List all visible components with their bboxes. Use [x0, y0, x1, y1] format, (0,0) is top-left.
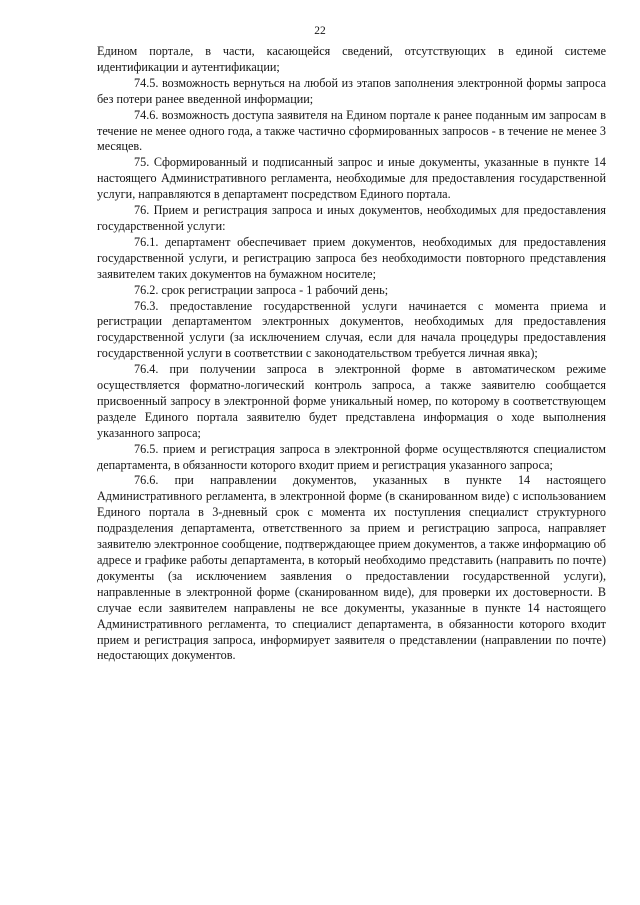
paragraph-74-6: 74.6. возможность доступа заявителя на Едином портале к ранее поданным им запросам в течение не менее одного года, а также частично сформированных запросов - в течение не менее 3 месяцев.	[97, 107, 606, 154]
paragraph-76-5: 76.5. прием и регистрация запроса в электронной форме осуществляются специалистом департамента, в обязанности которого входит прием и регистрация указанного запроса;	[97, 441, 606, 472]
paragraph-76-2: 76.2. срок регистрации запроса - 1 рабочий день;	[134, 282, 389, 297]
document-body	[97, 44, 606, 664]
paragraph-76-4: 76.4. при получении запроса в электронной форме в автоматическом режиме осуществляется форматно-логический контроль запроса, а также заявителю сообщается присвоенный запросу в электронной форме уникальный номер, по которому в соответствующем разделе Единого портала заявителю будет представлена информация о ходе выполнения указанного запроса;	[97, 362, 606, 440]
paragraph-74-5: 74.5. возможность вернуться на любой из этапов заполнения электронной формы запроса без потери ранее введенной информации;	[97, 75, 606, 106]
paragraph-75: 75. Сформированный и подписанный запрос и иные документы, указанные в пункте 14 настоящего Административного регламента, необходимые для предоставления государственной услуги, направляются в департамент посредством Единого портала.	[97, 155, 606, 202]
paragraph-76-6: 76.6. при направлении документов, указанных в пункте 14 настоящего Административного регламента, в электронной форме (в сканированном виде) с использованием Единого портала в 3-дневный срок с момента их поступления специалист структурного подразделения департамента, ответственного за прием и регистрацию запроса, направляет заявителю электронное сообщение, подтверждающее прием документов, а также информацию об адресе и графике работы департамента, в который необходимо представить (направить по почте) документы (за исключением заявления о предоставлении государственной услуги), направленные в электронной форме (сканированном виде), для проверки их достоверности. В случае если заявителем направлены не все документы, указанные в пункте 14 настоящего Административного регламента, то специалист департамента, в обязанности которого входит прием и регистрация запроса, информирует заявителя о представлении (направлении по почте) недостающих документов.	[97, 473, 606, 663]
paragraph-76-3: 76.3. предоставление государственной услуги начинается с момента приема и регистрации департаментом электронных документов, необходимых для предоставления государственной услуги (за исключением случая, если для начала процедуры предоставления государственной услуги в соответствии с законодательством требуется личная явка);	[97, 298, 606, 361]
paragraph-76-1: 76.1. департамент обеспечивает прием документов, необходимых для предоставления государственной услуги, и регистрацию запроса без необходимости повторного представления заявителем таких документов на бумажном носителе;	[97, 234, 606, 281]
paragraph-continuation: Едином портале, в части, касающейся сведений, отсутствующих в единой системе идентификации и аутентификации;	[97, 44, 606, 74]
page-number: 22	[314, 25, 326, 37]
paragraph-76: 76. Прием и регистрация запроса и иных документов, необходимых для предоставления государственной услуги:	[97, 203, 606, 233]
